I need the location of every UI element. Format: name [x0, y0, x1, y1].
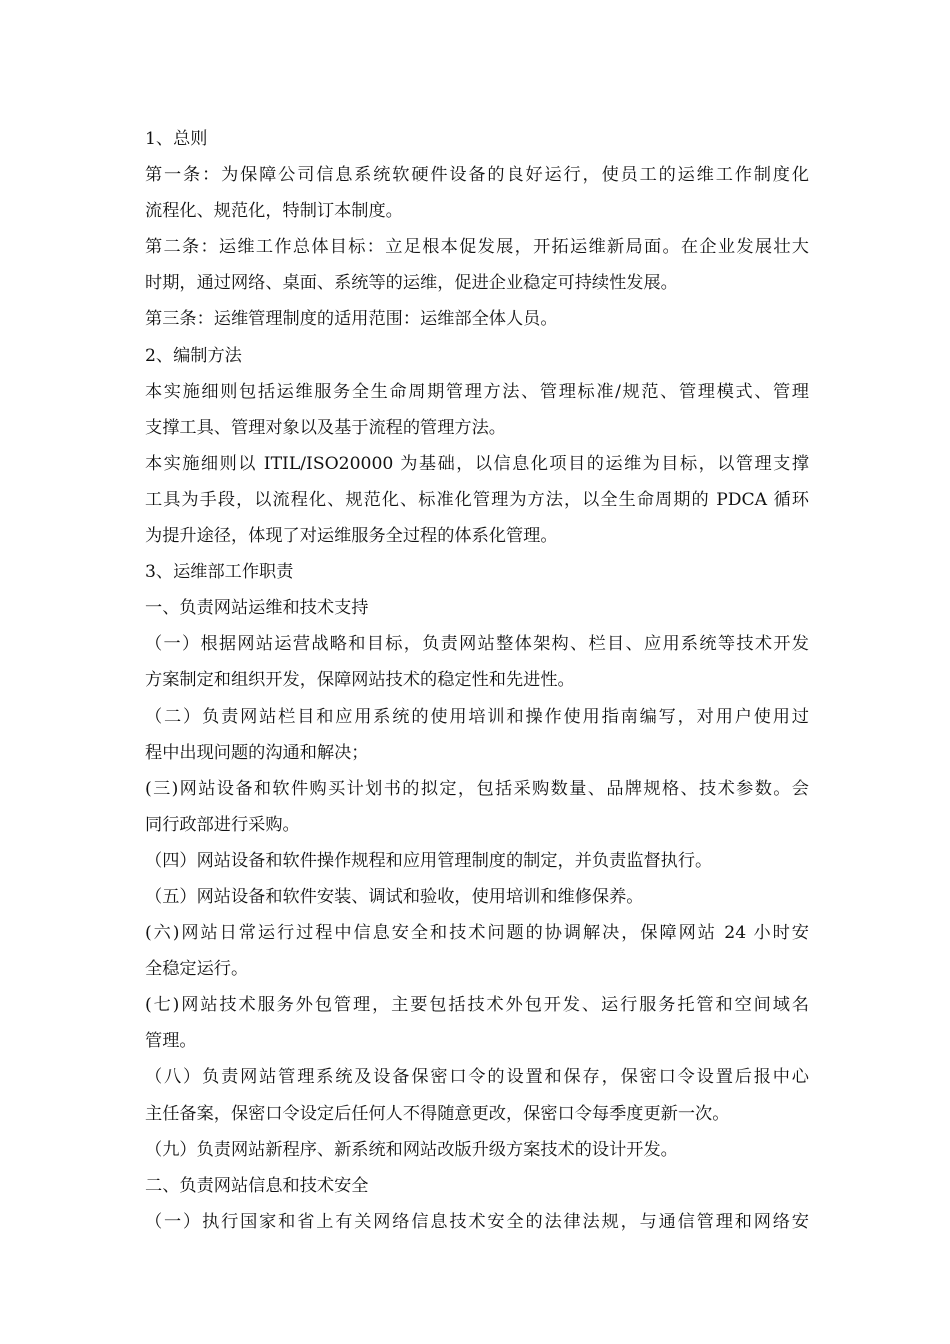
- item-1-line-2: 方案制定和组织开发，保障网站技术的稳定性和先进性。: [145, 670, 575, 691]
- item-6-line-2: 全稳定运行。: [145, 959, 249, 980]
- item-8-line-1: （八）负责网站管理系统及设备保密口令的设置和保存，保密口令设置后报中心: [145, 1067, 809, 1088]
- method-para-1-line-2: 支撑工具、管理对象以及基于流程的管理方法。: [145, 417, 506, 438]
- method-para-2-line-2: 工具为手段，以流程化、规范化、标准化管理为方法，以全生命周期的 PDCA 循环: [145, 489, 809, 510]
- item-7-line-1: (七)网站技术服务外包管理，主要包括技术外包开发、运行服务托管和空间域名: [145, 995, 809, 1016]
- item-9: （九）负责网站新程序、新系统和网站改版升级方案技术的设计开发。: [145, 1139, 678, 1160]
- method-para-1-line-1: 本实施细则包括运维服务全生命周期管理方法、管理标准/规范、管理模式、管理: [145, 381, 809, 402]
- article-1-line-2: 流程化、规范化，特制订本制度。: [145, 201, 403, 222]
- article-2-line-1: 第二条：运维工作总体目标：立足根本促发展，开拓运维新局面。在企业发展壮大: [145, 237, 809, 258]
- heading-duties: 3、运维部工作职责: [145, 562, 294, 583]
- item-3-line-1: (三)网站设备和软件购买计划书的拟定，包括采购数量、品牌规格、技术参数。会: [145, 778, 809, 799]
- article-1-line-1: 第一条：为保障公司信息系统软硬件设备的良好运行，使员工的运维工作制度化: [145, 165, 809, 186]
- item-6-line-1: (六)网站日常运行过程中信息安全和技术问题的协调解决，保障网站 24 小时安: [145, 923, 809, 944]
- section-2-item-1-line-1: （一）执行国家和省上有关网络信息技术安全的法律法规，与通信管理和网络安: [145, 1211, 809, 1232]
- document-body: [145, 121, 809, 1240]
- item-5: （五）网站设备和软件安装、调试和验收，使用培训和维修保养。: [145, 886, 644, 907]
- item-4: （四）网站设备和软件操作规程和应用管理制度的制定，并负责监督执行。: [145, 850, 713, 871]
- heading-method: 2、编制方法: [145, 345, 242, 366]
- item-8-line-2: 主任备案，保密口令设定后任何人不得随意更改，保密口令每季度更新一次。: [145, 1103, 730, 1124]
- article-2-line-2: 时期，通过网络、桌面、系统等的运维，促进企业稳定可持续性发展。: [145, 273, 678, 294]
- item-7-line-2: 管理。: [145, 1031, 197, 1052]
- item-1-line-1: （一）根据网站运营战略和目标，负责网站整体架构、栏目、应用系统等技术开发: [145, 634, 809, 655]
- method-para-2-line-1: 本实施细则以 ITIL/ISO20000 为基础，以信息化项目的运维为目标，以管理支撑: [145, 453, 809, 474]
- item-2-line-2: 程中出现问题的沟通和解决；: [145, 742, 369, 763]
- item-3-line-2: 同行政部进行采购。: [145, 814, 300, 835]
- section-2-heading: 二、负责网站信息和技术安全: [145, 1175, 369, 1196]
- item-2-line-1: （二）负责网站栏目和应用系统的使用培训和操作使用指南编写，对用户使用过: [145, 706, 809, 727]
- method-para-2-line-3: 为提升途径，体现了对运维服务全过程的体系化管理。: [145, 526, 558, 547]
- heading-general-principles: 1、总则: [145, 129, 208, 149]
- section-1-heading: 一、负责网站运维和技术支持: [145, 598, 369, 619]
- article-3: 第三条：运维管理制度的适用范围：运维部全体人员。: [145, 309, 558, 330]
